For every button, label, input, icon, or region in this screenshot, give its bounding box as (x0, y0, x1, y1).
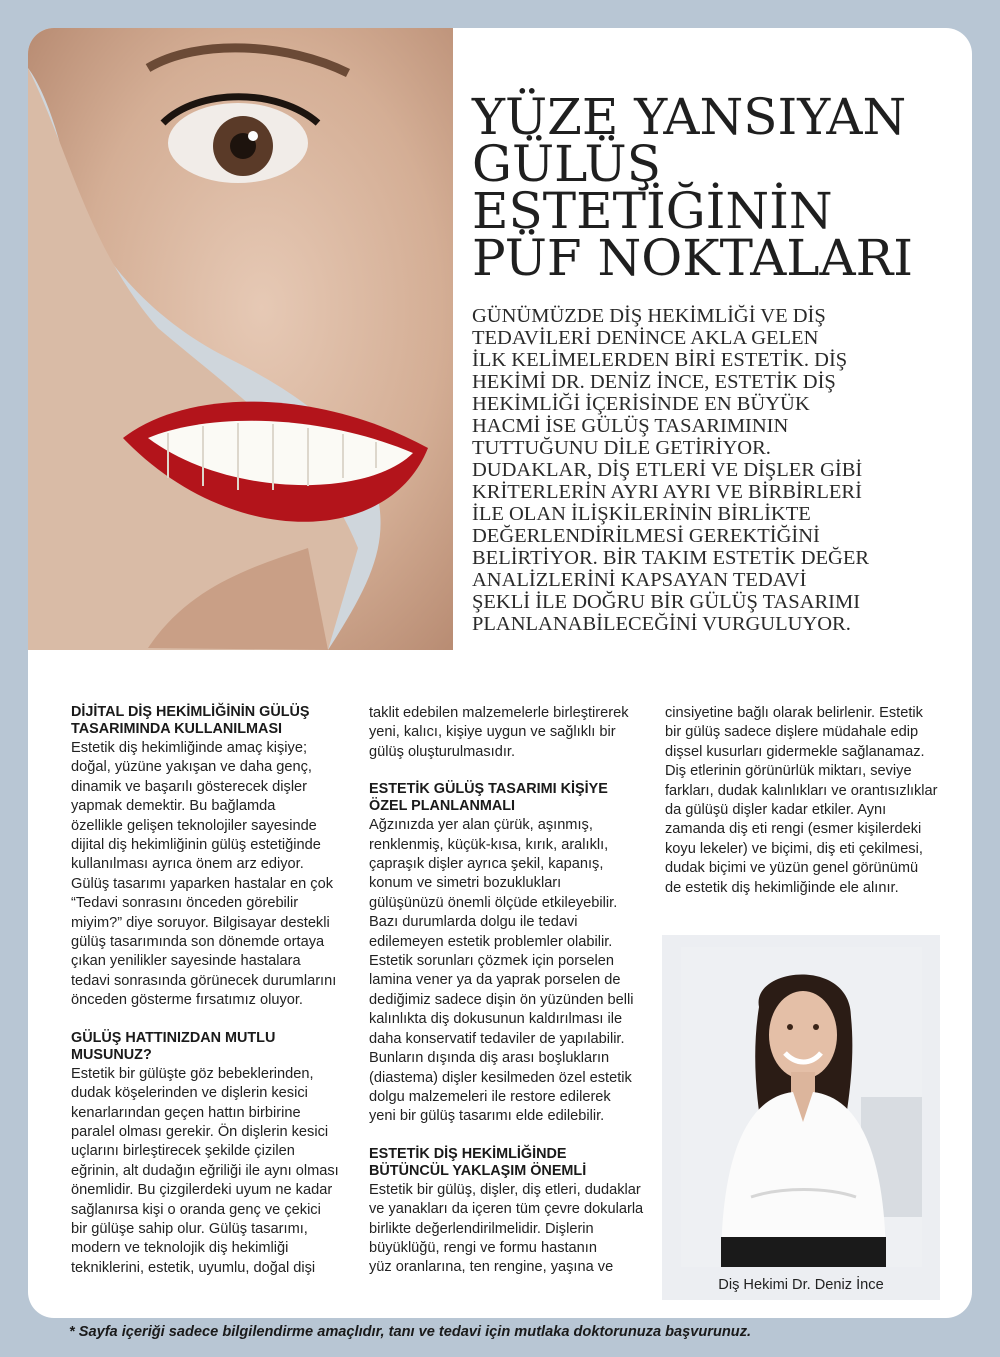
heading-line: ESTETİK GÜLÜŞ TASARIMI KİŞİYE (369, 781, 608, 798)
body-line: dinamik ve başarılı gösterecek dişler (71, 778, 308, 795)
body-line: dijital diş hekimliğinin gülüş estetiğinde (71, 837, 321, 854)
heading-line: TASARIMINDA KULLANILMASI (71, 721, 283, 737)
lead-line: TUTTUĞUNU DİLE GETİRİYOR. (472, 437, 771, 459)
body-line: sağlanırsa kişi o oranda genç ve çekici (71, 1201, 321, 1218)
title-line: YÜZE YANSIYAN (472, 88, 907, 146)
lead-line: İLE OLAN İLİŞKİLERİNİN BİRLİKTE (472, 503, 811, 525)
body-line: Estetik bir gülüş, dişler, diş etleri, dudaklar (369, 1181, 641, 1198)
body-paragraph (369, 1181, 659, 1278)
smiling-woman-illustration (28, 28, 453, 650)
lead-line: TEDAVİLERİ DENİNCE AKLA GELEN (472, 327, 819, 349)
body-line: Diş etlerinin görünürlük miktarı, seviye (665, 763, 912, 780)
body-line: ve yanakları da içeren tüm çevre dokularla (369, 1201, 644, 1218)
body-line: dediğimiz sadece dişin ön yüzünden belli (369, 991, 634, 1008)
title-line: PÜF NOKTALARI (472, 229, 914, 287)
body-line: tekniklerini, estetik, uyumlu, doğal dişi (71, 1259, 316, 1276)
body-line: yapmak demektir. Bu bağlamda (71, 798, 276, 815)
doctor-portrait-box (662, 935, 940, 1300)
body-line: dudak biçimi ve yüzün genel görünümü (665, 860, 919, 877)
title-line: GÜLÜŞ (472, 135, 661, 193)
body-line: tedavi sonrasında görünecek durumlarını (71, 972, 337, 989)
text-column-2 (369, 704, 659, 1278)
body-line: de estetik diş hekimliğinde ele alınır. (665, 879, 899, 896)
portrait-caption: Diş Hekimi Dr. Deniz İnce (718, 1277, 884, 1293)
body-line: edilemeyen estetik problemler olabilir. (369, 933, 613, 950)
body-line: Gülüş tasarımı yaparken hastalar en çok (71, 875, 334, 892)
lead-line: BELİRTİYOR. BİR TAKIM ESTETİK DEĞER (472, 547, 870, 569)
body-line: dudak köşelerinden ve dişlerin kesici (71, 1085, 308, 1102)
body-line: kalınlıkta diş dokusunun kaldırılması ile (369, 1011, 623, 1028)
body-paragraph (369, 816, 659, 1127)
body-line: yüz oranlarına, ten rengine, yaşına ve (369, 1259, 614, 1276)
body-line: bir gülüş sadece dişlere müdahale edip (665, 724, 919, 741)
heading-line: ÖZEL PLANLANMALI (369, 798, 516, 815)
body-line: zamanda diş eti rengi (esmer kişilerdeki (665, 821, 922, 838)
body-line: yeni, kalıcı, kişiye uygun ve sağlıklı bir (369, 724, 616, 741)
body-line: daha konservatif tedaviler de yapılabilir. (369, 1030, 625, 1047)
heading-line: ESTETİK DİŞ HEKİMLİĞİNDE (369, 1145, 567, 1162)
body-line: farkları, dudak kalınlıkları ve orantısızlıklar (665, 782, 938, 799)
body-line: koyu lekeler) ve biçimi, diş eti çekilmesi, (665, 840, 923, 857)
lead-line: İLK KELİMELERDEN BİRİ ESTETİK. DİŞ (472, 349, 848, 371)
body-line: bir gülüşe sahip olur. Gülüş tasarımı, (71, 1220, 308, 1237)
lead-line: HEKİMİ DR. DENİZ İNCE, ESTETİK DİŞ (472, 371, 836, 393)
doctor-illustration (681, 947, 922, 1267)
body-line: kenarlarından geçen hattın birbirine (71, 1104, 301, 1121)
disclaimer-note: * Sayfa içeriği sadece bilgilendirme amaçlıdır, tanı ve tedavi için mutlaka doktorunuza başvurunuz. (69, 1324, 752, 1340)
body-line: önceden gösterme fırsatımız oluyor. (71, 992, 303, 1009)
body-line: dolgu malzemeleri ile restore edilerek (369, 1088, 611, 1105)
lead-line: DEĞERLENDİRİLMESİ GEREKTİĞİNİ (472, 525, 820, 547)
body-line: gülüşünüzü önemli ölçüde etkileyebilir. (369, 894, 618, 911)
heading-line: GÜLÜŞ HATTINIZDAN MUTLU (71, 1029, 276, 1046)
title-line: ESTETİĞİNİN (472, 182, 833, 240)
lead-line: ANALİZLERİNİ KAPSAYAN TEDAVİ (472, 569, 807, 591)
body-line: lamina vener ya da yaprak porselen de (369, 972, 621, 989)
body-line: özellikle gelişen teknolojiler sayesinde (71, 817, 317, 834)
lead-line: HEKİMLİĞİ İÇERİSİNDE EN BÜYÜK (472, 393, 810, 415)
body-paragraph (71, 1065, 361, 1278)
body-line: Bazı durumlarda dolgu ile tedavi (369, 914, 578, 931)
lead-line: DUDAKLAR, DİŞ ETLERİ VE DİŞLER GİBİ (472, 459, 863, 481)
body-line: da gülüşü dişler kadar etkiler. Aynı (665, 802, 887, 819)
body-line: “Tedavi sonrasını önceden görebilir (71, 895, 299, 912)
body-line: konum ve simetri bozuklukları (369, 875, 562, 892)
lead-line: ŞEKLİ İLE DOĞRU BİR GÜLÜŞ TASARIMI (472, 591, 861, 613)
body-line: Estetik sorunları çözmek için porselen (369, 953, 614, 970)
body-line: paralel olması gerekir. Ön dişlerin kesici (71, 1123, 329, 1140)
body-line: gülüş tasarımında son dönemde ortaya (71, 934, 325, 951)
body-paragraph (71, 739, 361, 1011)
body-line: dişsel kusurları gidermekle sağlanamaz. (665, 743, 925, 760)
lead-paragraph (472, 305, 942, 635)
body-line: renklenmiş, küçük-kısa, kırık, aralıklı, (369, 836, 609, 853)
body-paragraph (665, 704, 965, 898)
body-line: eğrinin, alt dudağın eğriliği ile aynı olması (71, 1162, 339, 1179)
heading-line: MUSUNUZ? (71, 1046, 152, 1063)
body-line: birlikte değerlendirilmelidir. Dişlerin (369, 1220, 594, 1237)
body-paragraph (369, 704, 659, 762)
heading-line: DİJİTAL DİŞ HEKİMLİĞİNİN GÜLÜŞ (71, 704, 310, 720)
lead-line: PLANLANABİLECEĞİNİ VURGULUYOR. (472, 613, 851, 635)
body-line: gülüş oluşturulmasıdır. (369, 743, 516, 760)
lead-line: KRİTERLERİN AYRI AYRI VE BİRBİRLERİ (472, 481, 862, 503)
section-heading (71, 704, 361, 738)
body-line: doğal, yüzüne yakışan ve daha genç, (71, 759, 312, 776)
body-line: (diastema) dişler kesilmeden özel estetik (369, 1069, 632, 1086)
text-column-1 (71, 704, 361, 1278)
body-line: Bunların dışında diş arası boşlukların (369, 1050, 610, 1067)
body-line: cinsiyetine bağlı olarak belirlenir. Estetik (665, 705, 923, 721)
doctor-portrait-photo (681, 947, 922, 1267)
heading-line: BÜTÜNCÜL YAKLAŞIM ÖNEMLİ (369, 1162, 587, 1179)
body-line: kullanılması ayrıca önem arz ediyor. (71, 856, 304, 873)
article-page (28, 28, 972, 1318)
body-line: Ağzınızda yer alan çürük, aşınmış, (369, 817, 593, 834)
body-line: önemlidir. Bu çizgilerdeki uyum ne kadar (71, 1182, 333, 1199)
section-heading (369, 781, 659, 815)
body-line: miyim?” diye soruyor. Bilgisayar destekli (71, 914, 330, 931)
body-line: taklit edebilen malzemelerle birleştirerek (369, 705, 629, 721)
article-title (472, 88, 952, 287)
body-line: Estetik bir gülüşte göz bebeklerinden, (71, 1065, 314, 1082)
hero-smile-photo (28, 28, 453, 650)
body-line: çıkan yenilikler sayesinde hastalara (71, 953, 301, 970)
section-heading (369, 1146, 659, 1180)
body-line: çapraşık dişler ayrıca şekil, kapanış, (369, 856, 604, 873)
text-column-3 (665, 704, 965, 898)
body-line: modern ve teknolojik diş hekimliği (71, 1240, 289, 1257)
lead-line: GÜNÜMÜZDE DİŞ HEKİMLİĞİ VE DİŞ (472, 305, 826, 327)
section-heading (71, 1030, 361, 1064)
body-line: Estetik diş hekimliğinde amaç kişiye; (71, 740, 308, 756)
body-line: yeni bir gülüş tasarımı elde edilebilir. (369, 1108, 605, 1125)
lead-line: HACMİ İSE GÜLÜŞ TASARIMININ (472, 415, 789, 437)
body-line: büyüklüğü, rengi ve formu hastanın (369, 1239, 597, 1256)
body-line: uçlarını birleştirecek şekilde çizilen (71, 1143, 295, 1160)
